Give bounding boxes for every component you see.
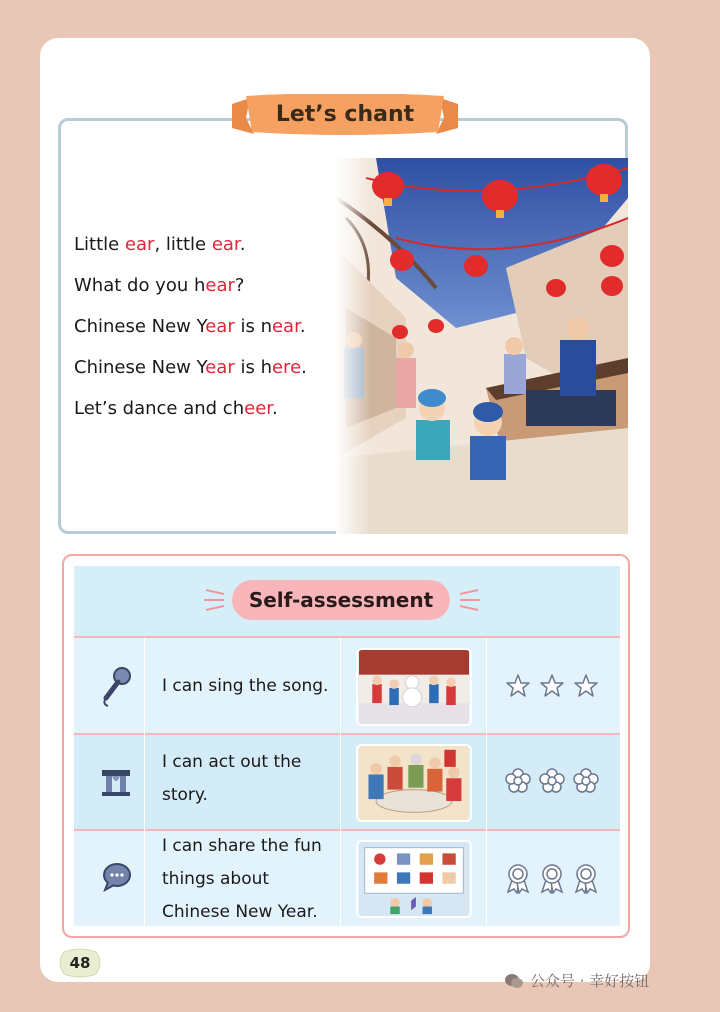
flower-icon[interactable] xyxy=(574,769,598,792)
page-number: 48 xyxy=(69,954,91,972)
chant-text: is n xyxy=(234,316,272,337)
chant-title: Let’s chant xyxy=(275,101,415,127)
chant-text: . xyxy=(299,316,306,337)
highlighted-sound: ere xyxy=(271,357,302,378)
medal-rating xyxy=(504,862,600,892)
highlighted-sound: ear xyxy=(271,316,300,337)
stage-icon xyxy=(100,766,132,798)
chant-line xyxy=(74,269,307,310)
watermark xyxy=(504,970,649,991)
watermark-text: 公众号 · 幸好按钮 xyxy=(530,972,650,990)
chant-text: Chinese New Y xyxy=(74,357,206,378)
chant-line xyxy=(74,351,307,392)
chant-text: What do you h xyxy=(74,275,206,296)
chant-text: Little xyxy=(74,234,125,255)
flower-icon[interactable] xyxy=(506,769,530,792)
star-icon[interactable] xyxy=(575,675,597,696)
wechat-icon xyxy=(504,972,524,990)
medal-icon[interactable] xyxy=(576,865,596,893)
star-icon[interactable] xyxy=(541,675,563,696)
chant-text: . xyxy=(301,357,307,378)
sparkle-lines-left-icon xyxy=(204,586,228,614)
new-year-street-illustration xyxy=(336,158,628,534)
assessment-text-act: I can act out the story. xyxy=(162,752,302,805)
column-divider xyxy=(486,638,487,926)
chant-line xyxy=(74,228,307,269)
chant-lines xyxy=(74,228,307,433)
chant-line xyxy=(74,392,307,433)
row-divider xyxy=(74,829,620,831)
highlighted-sound: ear xyxy=(205,357,235,378)
microphone-icon xyxy=(100,666,134,708)
star-rating xyxy=(504,672,600,702)
chant-text: is h xyxy=(234,357,272,378)
row-divider xyxy=(74,733,620,735)
chant-text: Let’s dance and ch xyxy=(74,398,245,419)
chant-text: Chinese New Y xyxy=(74,316,206,337)
sparkle-lines-right-icon xyxy=(456,586,480,614)
chant-text: . xyxy=(272,398,278,419)
highlighted-sound: eer xyxy=(244,398,273,419)
chant-text: , little xyxy=(154,234,212,255)
flower-rating xyxy=(504,766,600,796)
medal-icon[interactable] xyxy=(542,865,562,893)
highlighted-sound: ear xyxy=(205,275,235,296)
chant-text: . xyxy=(239,234,246,255)
medal-icon[interactable] xyxy=(508,865,528,893)
assessment-text-share: I can share the fun things about Chinese New Year. xyxy=(162,836,322,922)
snowman-kids-thumbnail xyxy=(356,648,472,726)
self-assessment-title: Self-assessment xyxy=(232,580,450,620)
highlighted-sound: ear xyxy=(211,234,240,255)
family-dinner-thumbnail xyxy=(356,744,472,822)
speech-bubble-icon xyxy=(102,862,132,892)
assessment-text-sing: I can sing the song. xyxy=(162,676,329,696)
column-divider xyxy=(144,638,145,926)
chant-line xyxy=(74,310,307,351)
share-board-thumbnail xyxy=(356,840,472,918)
chant-text: ? xyxy=(234,275,245,296)
highlighted-sound: ear xyxy=(124,234,155,255)
flower-icon[interactable] xyxy=(540,769,564,792)
highlighted-sound: ear xyxy=(205,316,235,337)
row-divider xyxy=(74,636,620,638)
star-icon[interactable] xyxy=(507,675,529,696)
